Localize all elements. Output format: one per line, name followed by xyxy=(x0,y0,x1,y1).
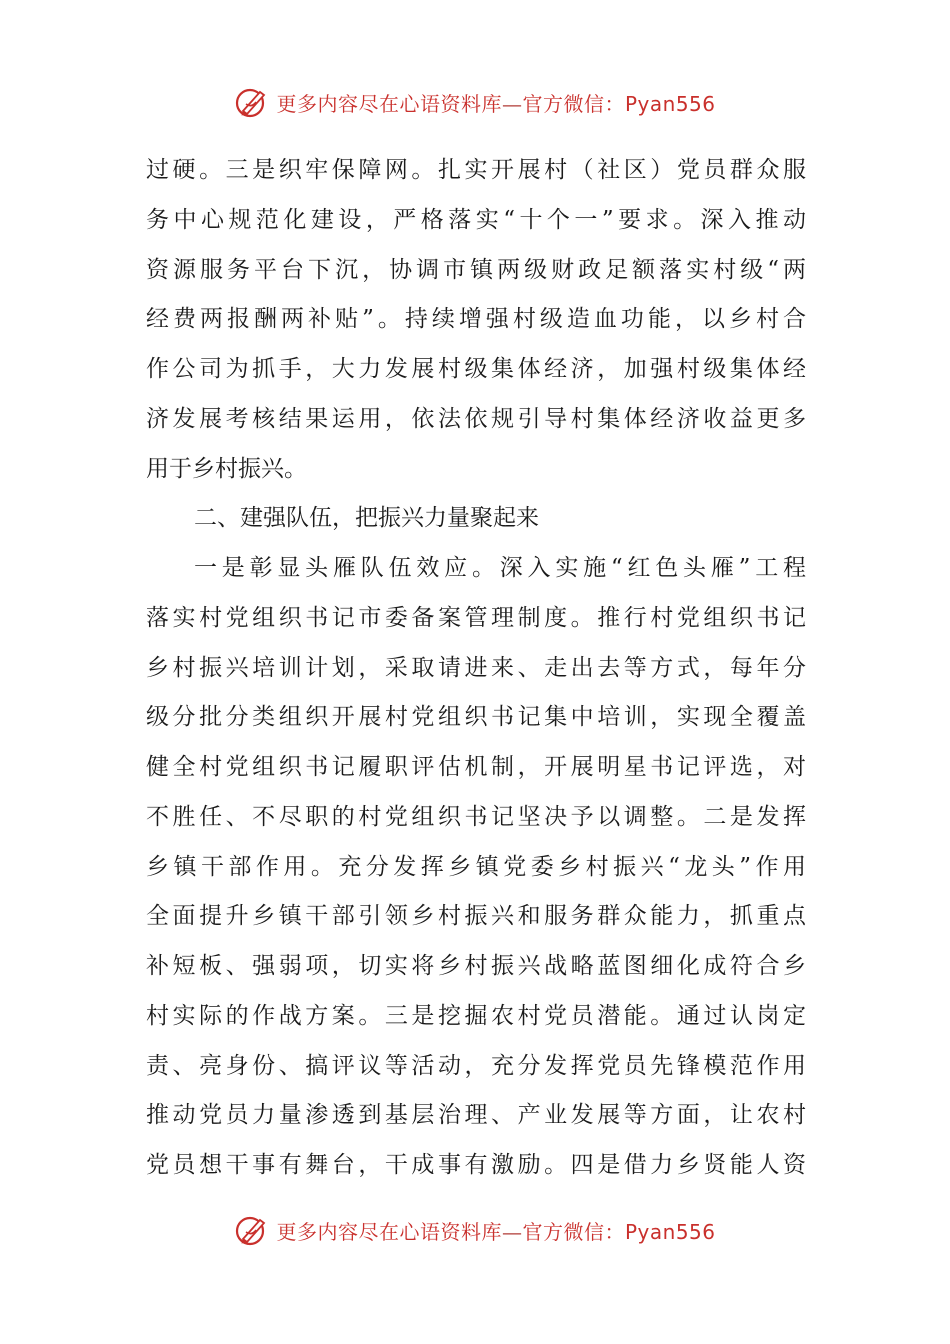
text-line: 村实际的作战方案。三是挖掘农村党员潜能。通过认岗定 xyxy=(146,1002,806,1029)
watermark-wechat-id: Pyan556 xyxy=(624,1219,716,1244)
text-line: 健全村党组织书记履职评估机制，开展明星书记评选，对 xyxy=(146,754,806,780)
text-line: 不胜任、不尽职的村党组织书记坚决予以调整。二是发挥 xyxy=(146,803,806,830)
text-line: 责、亮身份、搞评议等活动，充分发挥党员先锋模范作用 xyxy=(146,1052,806,1079)
text-line: 落实村党组织书记市委备案管理制度。推行村党组织书记 xyxy=(146,604,806,631)
watermark-text xyxy=(276,88,715,117)
watermark-dash: — xyxy=(501,91,523,116)
text-line: 经费两报酬两补贴”。持续增强村级造血功能，以乡村合 xyxy=(146,306,806,333)
text-line: 一是彰显头雁队伍效应。深入实施“红色头雁”工程 xyxy=(194,555,806,581)
section-heading: 二、建强队伍，把振兴力量聚起来 xyxy=(194,505,539,532)
text-line: 全面提升乡镇干部引领乡村振兴和服务群众能力，抓重点 xyxy=(146,903,806,930)
text-line: 资源服务平台下沉，协调市镇两级财政足额落实村级“两 xyxy=(146,256,806,283)
watermark-contact: 官方微信： xyxy=(522,91,625,116)
watermark-brand: 更多内容尽在心语资料库 xyxy=(276,1219,502,1244)
pen-logo-icon xyxy=(234,1212,270,1248)
watermark-wechat-id: Pyan556 xyxy=(624,91,716,116)
text-line: 党员想干事有舞台，干成事有激励。四是借力乡贤能人资 xyxy=(146,1152,806,1178)
text-line: 推动党员力量渗透到基层治理、产业发展等方面，让农村 xyxy=(146,1102,806,1129)
watermark-footer xyxy=(0,1208,950,1252)
text-line: 过硬。三是织牢保障网。扎实开展村（社区）党员群众服 xyxy=(146,157,806,183)
text-line: 作公司为抓手，大力发展村级集体经济，加强村级集体经 xyxy=(146,356,806,382)
text-line: 补短板、强弱项，切实将乡村振兴战略蓝图细化成符合乡 xyxy=(146,953,806,979)
watermark-text xyxy=(276,1216,715,1245)
text-line: 乡村振兴培训计划，采取请进来、走出去等方式，每年分 xyxy=(146,654,806,681)
pen-logo-icon xyxy=(234,84,270,120)
text-line: 务中心规范化建设，严格落实“十个一”要求。深入推动 xyxy=(146,206,806,233)
watermark-contact: 官方微信： xyxy=(522,1219,625,1244)
watermark-dash: — xyxy=(501,1219,523,1244)
watermark-header xyxy=(0,80,950,124)
document-body xyxy=(146,146,806,1191)
text-line: 用于乡村振兴。 xyxy=(146,455,307,482)
watermark-brand: 更多内容尽在心语资料库 xyxy=(276,91,502,116)
text-line: 济发展考核结果运用，依法依规引导村集体经济收益更多 xyxy=(146,405,806,432)
text-line: 级分批分类组织开展村党组织书记集中培训，实现全覆盖 xyxy=(146,704,806,731)
text-line: 乡镇干部作用。充分发挥乡镇党委乡村振兴“龙头”作用 xyxy=(146,853,806,880)
